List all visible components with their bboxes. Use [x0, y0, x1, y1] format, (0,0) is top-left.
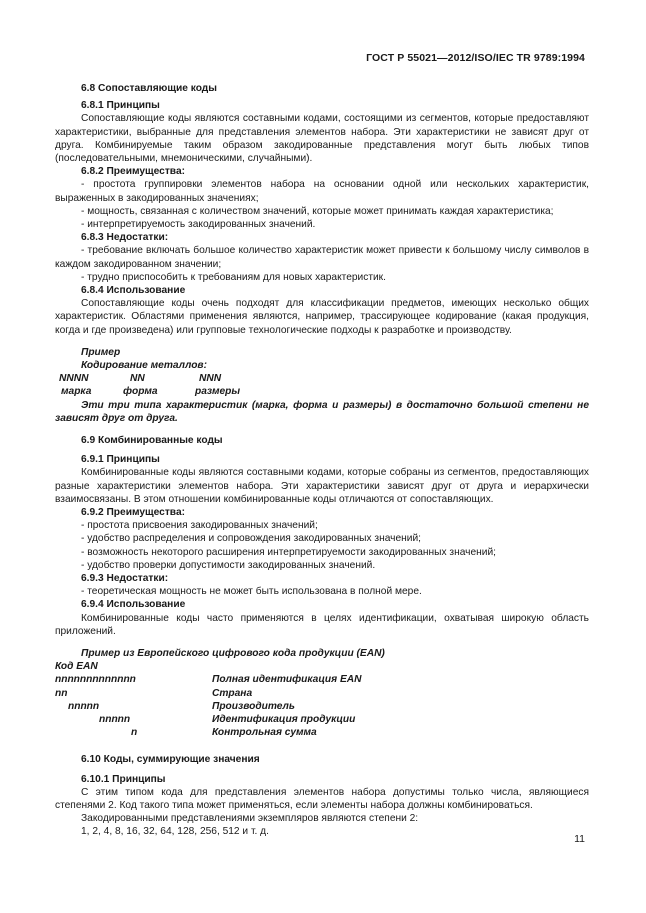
section-6-10-1-text: 1, 2, 4, 8, 16, 32, 64, 128, 256, 512 и т. д. — [81, 826, 269, 838]
ean-row — [55, 713, 589, 726]
page-number: 11 — [574, 833, 585, 845]
document-header: ГОСТ Р 55021—2012/ISO/IEC TR 9789:1994 — [366, 52, 585, 64]
list-item: - мощность, связанная с количеством значений, которые может принимать каждая характеристика; — [81, 205, 554, 217]
list-item: - возможность некоторого расширения интерпретируемости закодированных значений; — [81, 546, 496, 558]
document-body — [55, 82, 589, 839]
example-names-row — [55, 385, 589, 398]
example-label: Пример — [81, 346, 121, 358]
list-item: - трудно приспособить к требованиям для новых характеристик. — [81, 271, 386, 283]
list-item: - простота группировки элементов набора на основании одной или нескольких характеристик, выраженных в закодированных значениях; — [55, 179, 589, 204]
example-codes-row — [55, 372, 589, 385]
section-6-10-1-title: 6.10.1 Принципы — [81, 773, 166, 785]
example-name: размеры — [195, 386, 241, 398]
list-item: - удобство проверки допустимости закодированных значений. — [81, 559, 376, 571]
ean-code-label: Код EAN — [55, 661, 98, 673]
ean-desc: Производитель — [212, 700, 295, 712]
section-6-8-4-text: Сопоставляющие коды очень подходят для классификации предметов, имеющих несколько общих характеристик. Областями применения являются, например, трассирующее кодирование (какая продукция, когда и где произведена) или групповые технологические подходы к разработке и производству. — [55, 298, 589, 336]
section-6-8-1-title: 6.8.1 Принципы — [81, 100, 160, 112]
section-6-10-1-text: С этим типом кода для представления элементов набора допустимы только числа, являющиеся степенями 2. Код такого типа может применяться, если элементы набора должны комбинироваться. — [55, 786, 589, 812]
section-6-8-3-title: 6.8.3 Недостатки: — [81, 232, 169, 244]
section-6-9-2-title: 6.9.2 Преимущества: — [81, 507, 185, 519]
ean-desc: Идентификация продукции — [212, 714, 356, 726]
example-code: NNN — [199, 373, 222, 385]
ean-code: nnnnn — [99, 714, 131, 726]
section-6-9-1-text: Комбинированные коды являются составными кодами, которые собраны из сегментов, предоставляющих разные характеристики элементов набора. Эти характеристики зависят друг от друга и иерархически взаимосвязаны. В этом отношении комбинированные коды отличаются от сопоставляющих. — [55, 467, 589, 505]
section-6-8-2-title: 6.8.2 Преимущества: — [81, 166, 185, 178]
section-6-9-1-title: 6.9.1 Принципы — [81, 454, 160, 466]
ean-desc: Страна — [212, 687, 253, 699]
list-item: - удобство распределения и сопровождения закодированных значений; — [81, 533, 421, 545]
section-6-10-1-text: Закодированными представлениями экземпляров являются степени 2: — [81, 813, 419, 825]
section-6-8-4-title: 6.8.4 Использование — [81, 285, 186, 297]
example-name: форма — [123, 386, 158, 398]
example-note: Эти три типа характеристик (марка, форма и размеры) в достаточно большой степени не зависят друг от друга. — [55, 399, 589, 424]
list-item: - интерпретируемость закодированных значений. — [81, 219, 316, 231]
section-6-9-4-title: 6.9.4 Использование — [81, 599, 186, 611]
ean-code: nnnnn — [68, 700, 100, 712]
ean-row — [55, 726, 589, 739]
ean-row — [55, 687, 589, 700]
example-subtitle: Кодирование металлов: — [81, 360, 207, 372]
list-item: - теоретическая мощность не может быть использована в полной мере. — [81, 586, 422, 598]
ean-row — [55, 700, 589, 713]
ean-desc: Полная идентификация EAN — [212, 674, 362, 686]
section-6-8-title: 6.8 Сопоставляющие коды — [81, 83, 217, 94]
example-code: NN — [130, 373, 145, 385]
list-item: - требование включать большое количество характеристик может привести к большому числу символов в каждом закодированном значении; — [55, 245, 589, 270]
section-6-9-4-text: Комбинированные коды часто применяются в целях идентификации, охватывая широкую область приложений. — [55, 612, 589, 637]
section-6-9-title: 6.9 Комбинированные коды — [81, 435, 223, 447]
list-item: - простота присвоения закодированных значений; — [81, 520, 318, 532]
ean-code: n — [131, 727, 138, 739]
section-6-10-title: 6.10 Коды, суммирующие значения — [81, 754, 260, 766]
section-6-8-1-text: Сопоставляющие коды являются составными кодами, состоящими из сегментов, которые предоставляют характеристики, выбранные для представления элементов набора. Эти характеристики не зависят друг от друга. Комбинируемые таким образом закодированные представления могут быть любых типов (последовательными, мнемоническими, случайными). — [55, 113, 589, 165]
ean-code: nnnnnnnnnnnnn — [55, 674, 136, 686]
ean-desc: Контрольная сумма — [212, 727, 317, 739]
example-name: марка — [61, 386, 92, 398]
ean-code-label-row — [55, 660, 589, 673]
example-code: NNNN — [59, 373, 89, 385]
ean-row — [55, 673, 589, 686]
section-6-9-3-title: 6.9.3 Недостатки: — [81, 573, 169, 585]
ean-code: nn — [55, 687, 68, 699]
ean-example-label: Пример из Европейского цифрового кода продукции (EAN) — [81, 648, 385, 660]
